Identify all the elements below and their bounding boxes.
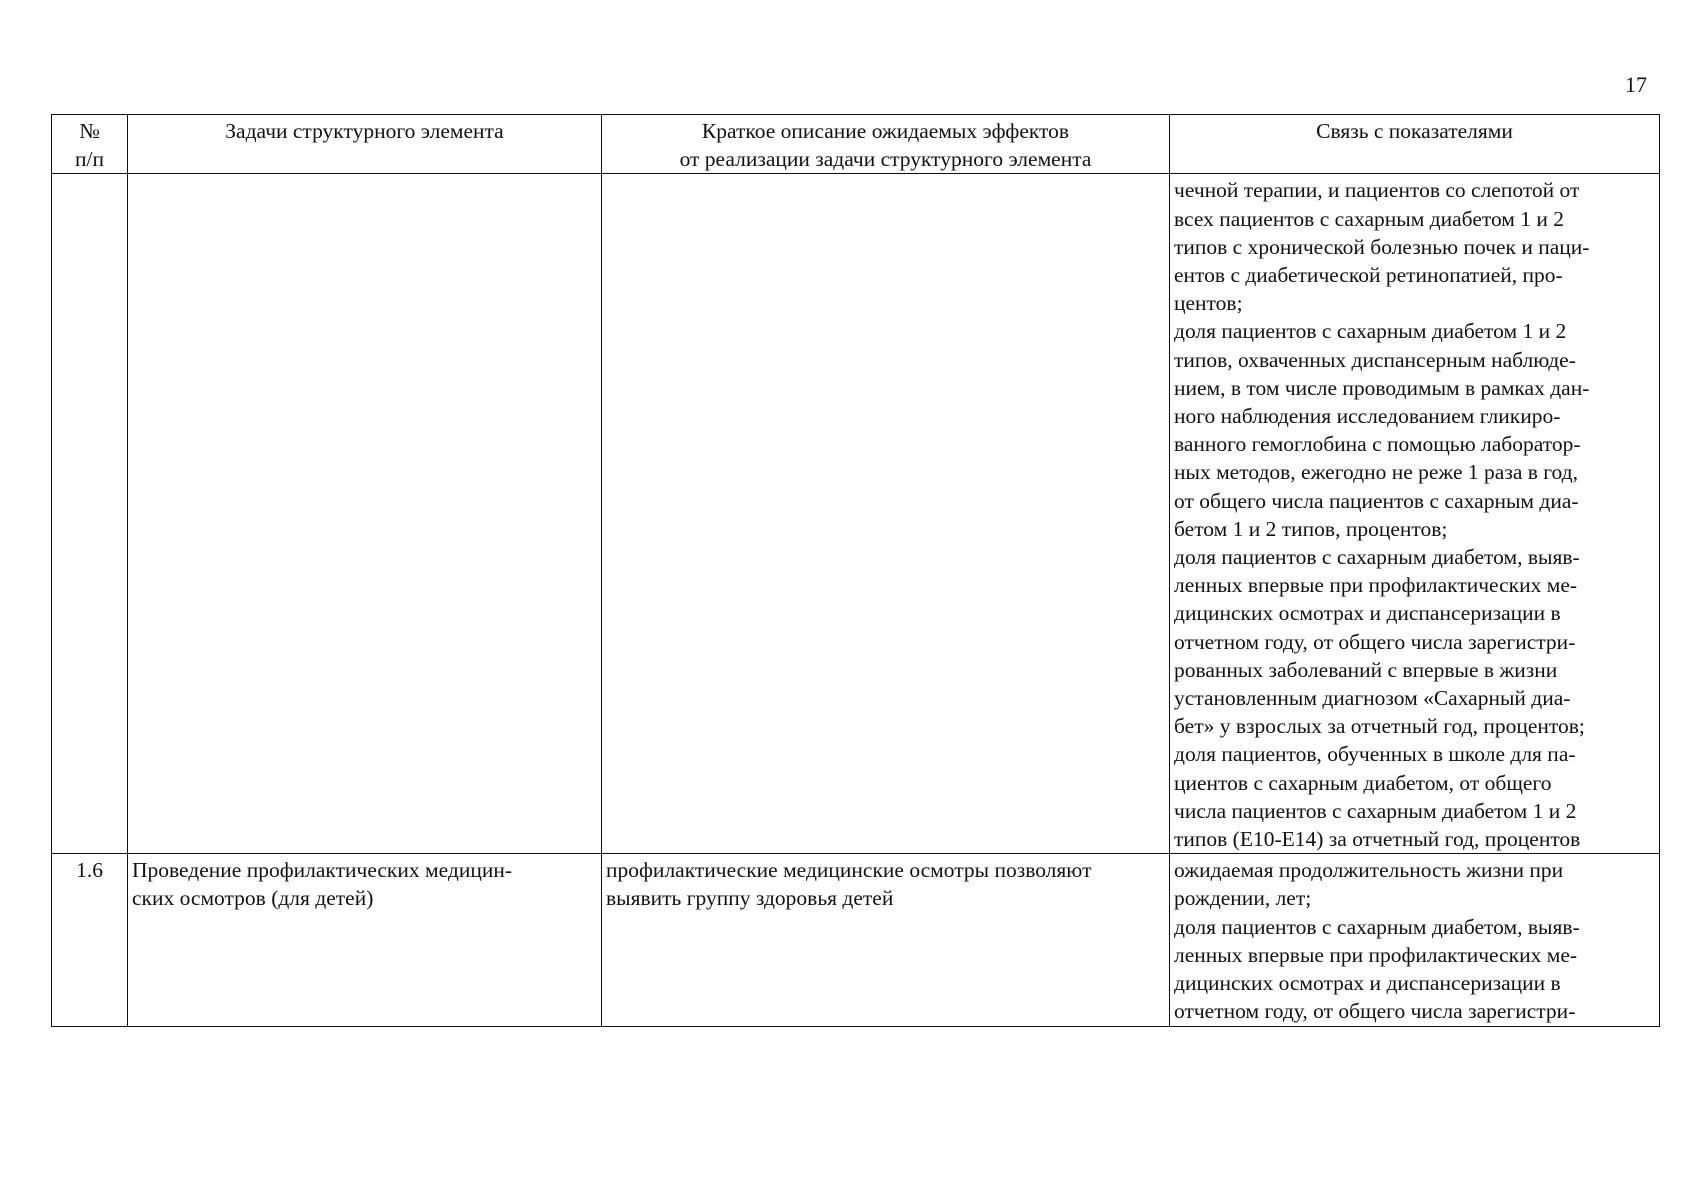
indicator-line: циентов с сахарным диабетом, от общего	[1174, 770, 1552, 795]
header-description	[602, 115, 1170, 174]
indicator-line: ентов с диабетической ретинопатией, про-	[1174, 263, 1563, 288]
indicator-line: доля пациентов с сахарным диабетом 1 и 2	[1174, 319, 1567, 344]
indicator-line: доля пациентов с сахарным диабетом, выяв-	[1174, 914, 1580, 939]
row-task-cell	[128, 854, 602, 1026]
indicator-line: числа пациентов с сахарным диабетом 1 и 2	[1174, 798, 1577, 823]
indicator-line: отчетном году, от общего числа зарегистри-	[1174, 999, 1576, 1024]
indicator-line: центов;	[1174, 291, 1243, 316]
indicator-line: ных методов, ежегодно не реже 1 раза в год,	[1174, 460, 1578, 485]
indicator-line: бетом 1 и 2 типов, процентов;	[1174, 516, 1448, 541]
header-num	[52, 115, 128, 174]
table-header-row	[52, 115, 1660, 174]
indicator-line: всех пациентов с сахарным диабетом 1 и 2	[1174, 206, 1565, 231]
indicator-line: чечной терапии, и пациентов со слепотой от	[1174, 178, 1580, 203]
indicator-line: ленных впервые при профилактических ме-	[1174, 573, 1578, 598]
indicator-line: от общего числа пациентов с сахарным диа-	[1174, 488, 1579, 513]
header-description-line: от реализации задачи структурного элемента	[679, 147, 1092, 172]
header-num-line: №	[79, 119, 100, 143]
task-line: Проведение профилактических медицин-	[132, 858, 512, 883]
page-number: 17	[1625, 72, 1647, 97]
table-row	[52, 854, 1660, 1026]
row-indicators-cell	[1170, 854, 1660, 1026]
indicator-line: доля пациентов с сахарным диабетом, выяв-	[1174, 545, 1580, 570]
indicator-line: типов с хронической болезнью почек и паци-	[1174, 234, 1590, 259]
header-num-line: п/п	[75, 147, 104, 172]
indicator-line: дицинских осмотрах и диспансеризации в	[1174, 601, 1561, 626]
indicator-line: типов, охваченных диспансерным наблюде-	[1174, 347, 1576, 372]
row-task-cell	[128, 174, 602, 854]
indicator-line: ного наблюдения исследованием гликиро-	[1174, 404, 1561, 429]
indicator-line: нием, в том числе проводимым в рамках дан-	[1174, 375, 1590, 400]
row-indicators-cell	[1170, 174, 1660, 854]
indicator-line: доля пациентов, обученных в школе для па-	[1174, 742, 1576, 767]
header-description-line: Краткое описание ожидаемых эффектов	[701, 119, 1070, 143]
indicator-line: рождении, лет;	[1174, 886, 1312, 911]
indicator-line: типов (Е10-Е14) за отчетный год, процентов	[1174, 827, 1581, 852]
indicator-line: бет» у взрослых за отчетный год, процентов;	[1174, 714, 1585, 739]
table-row	[52, 174, 1660, 854]
description-line: выявить группу здоровья детей	[606, 886, 894, 911]
indicator-line: ванного гемоглобина с помощью лаборатор-	[1174, 432, 1581, 457]
header-indicators: Связь с показателями	[1170, 115, 1660, 174]
indicator-line: ленных впервые при профилактических ме-	[1174, 942, 1578, 967]
task-line: ских осмотров (для детей)	[132, 886, 374, 911]
indicator-line: дицинских осмотрах и диспансеризации в	[1174, 971, 1561, 996]
indicator-line: отчетном году, от общего числа зарегистри-	[1174, 629, 1576, 654]
structural-element-table	[51, 114, 1660, 1027]
header-tasks: Задачи структурного элемента	[128, 115, 602, 174]
row-num-cell: 1.6	[52, 854, 128, 1026]
row-description-cell	[602, 174, 1170, 854]
description-line: профилактические медицинские осмотры позволяют	[606, 858, 1092, 883]
indicator-line: ожидаемая продолжительность жизни при	[1174, 858, 1564, 883]
row-num-cell	[52, 174, 128, 854]
indicator-line: установленным диагнозом «Сахарный диа-	[1174, 686, 1571, 711]
indicator-line: рованных заболеваний с впервые в жизни	[1174, 657, 1558, 682]
row-description-cell	[602, 854, 1170, 1026]
